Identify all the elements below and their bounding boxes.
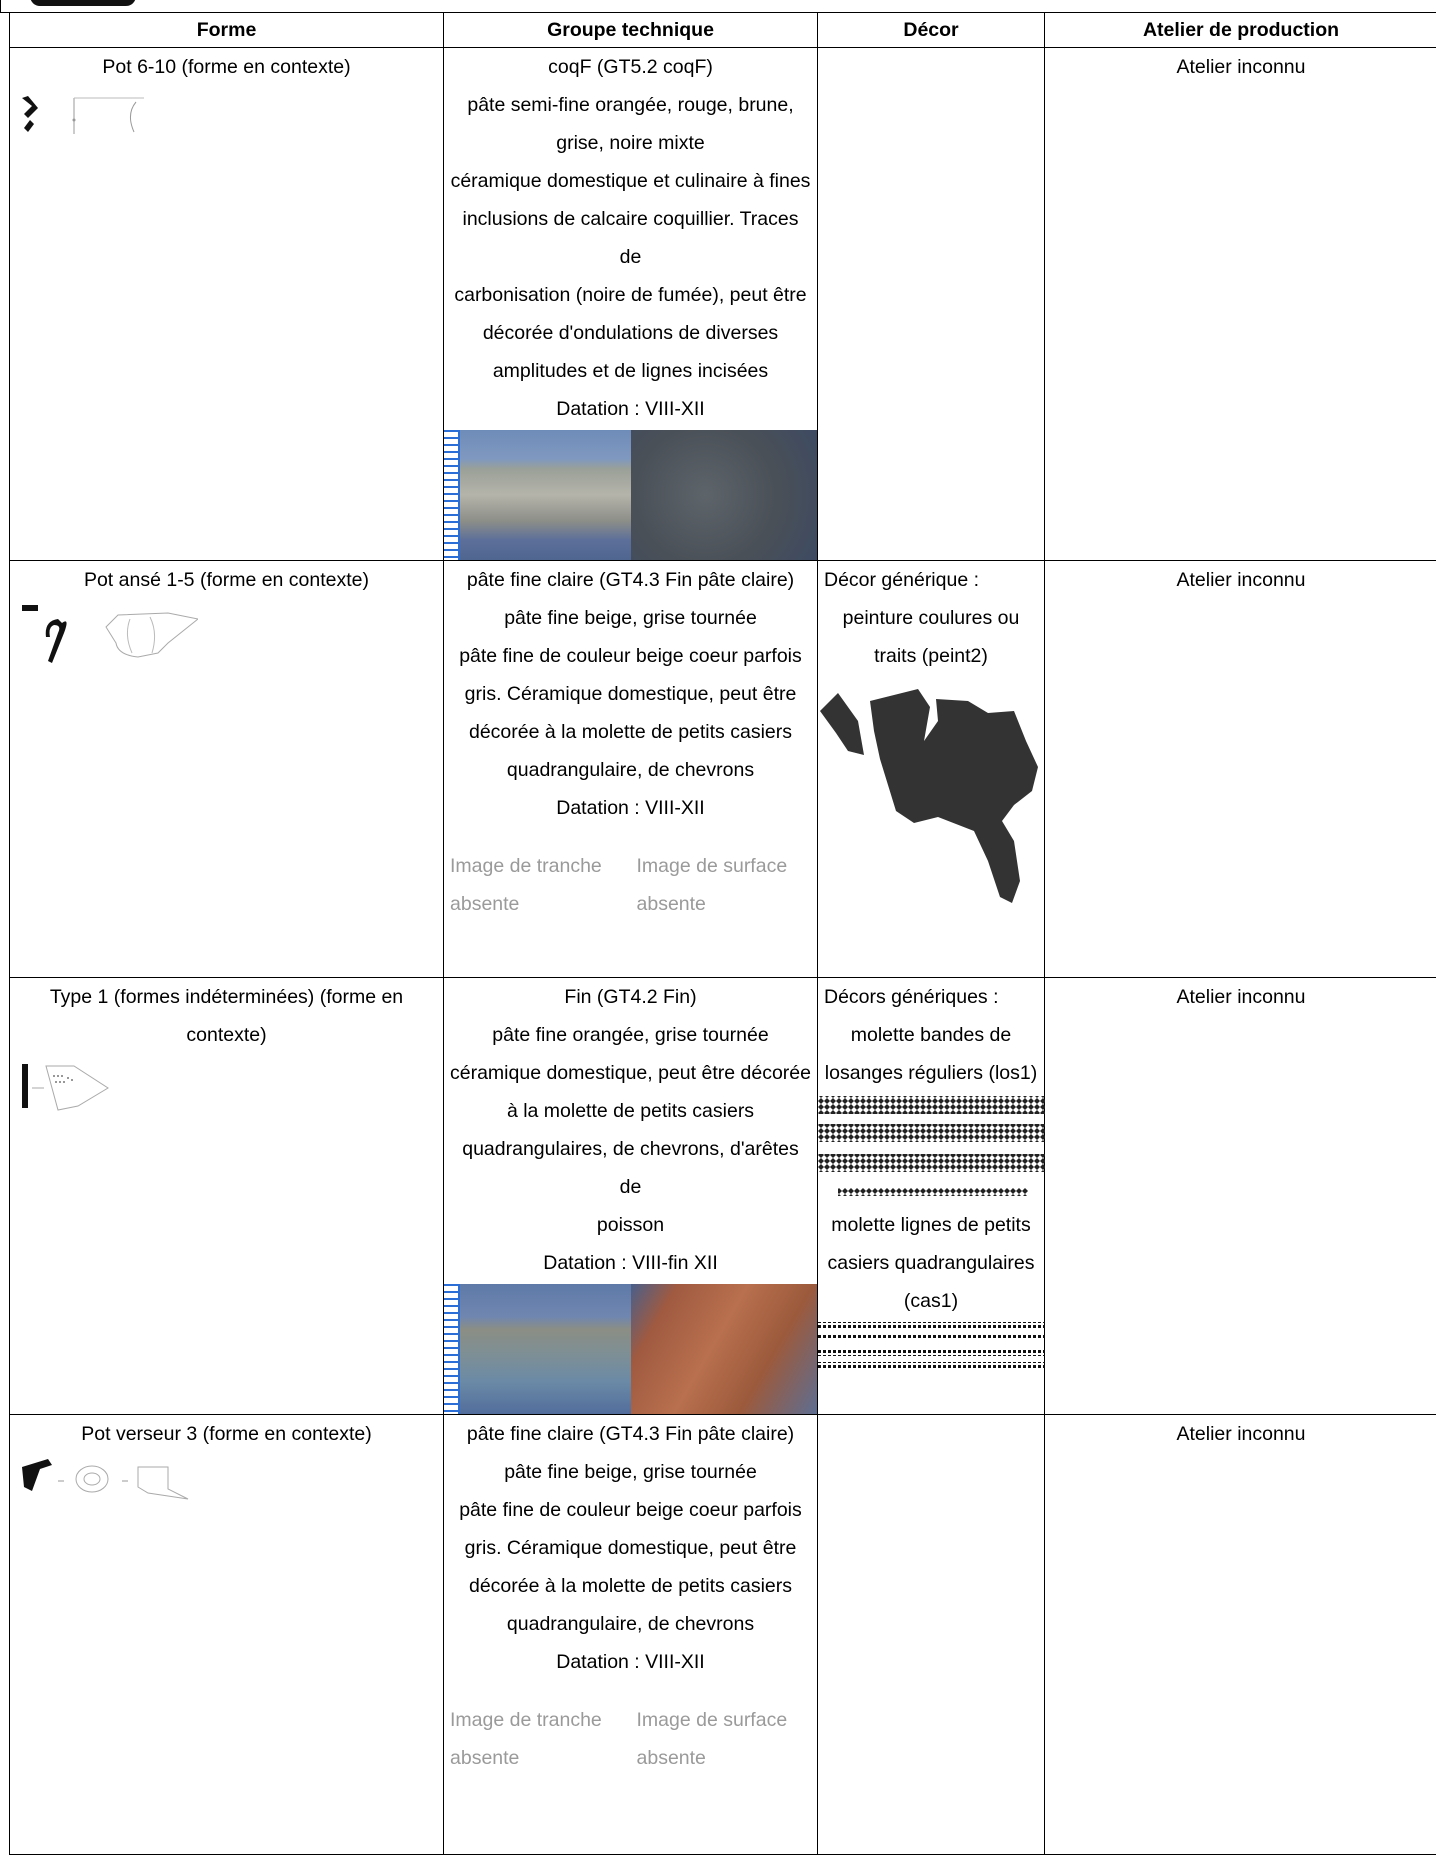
scale-ruler <box>444 1284 460 1414</box>
missing-images <box>444 1701 817 1781</box>
decor-line: (cas1) <box>818 1282 1044 1320</box>
groupe-line: pâte fine beige, grise tournée <box>444 1453 817 1491</box>
groupe-line: céramique domestique et culinaire à fines <box>444 162 817 200</box>
forme-label: Type 1 (formes indéterminées) (forme en <box>10 978 443 1016</box>
slice-photo <box>444 430 631 560</box>
table-header-row <box>10 13 1436 48</box>
table-row <box>10 1415 1436 1855</box>
missing-slice-image-text: Image de tranche absente <box>444 847 631 927</box>
top-border-line <box>0 0 1 12</box>
groupe-line: pâte fine orangée, grise tournée <box>444 1016 817 1054</box>
groupe-line: décorée à la molette de petits casiers <box>444 1567 817 1605</box>
scale-ruler <box>444 430 460 560</box>
atelier-label: Atelier inconnu <box>1045 978 1436 1016</box>
decor-line: losanges réguliers (los1) <box>818 1054 1044 1092</box>
decor-cell <box>818 978 1045 1415</box>
groupe-line: gris. Céramique domestique, peut être <box>444 1529 817 1567</box>
missing-images <box>444 847 817 927</box>
groupe-line: coqF (GT5.2 coqF) <box>444 48 817 86</box>
groupe-line: amplitudes et de lignes incisées <box>444 352 817 390</box>
decor-line: traits (peint2) <box>818 637 1044 675</box>
missing-slice-image-text: Image de tranche absente <box>444 1701 631 1781</box>
decor-cell <box>818 1415 1045 1855</box>
groupe-line: pâte fine claire (GT4.3 Fin pâte claire) <box>444 1415 817 1453</box>
groupe-line: grise, noire mixte <box>444 124 817 162</box>
datation: Datation : VIII-XII <box>444 1643 817 1681</box>
groupe-technique-cell <box>444 1415 818 1855</box>
atelier-label: Atelier inconnu <box>1045 48 1436 86</box>
missing-surface-image-text: Image de surface absente <box>631 847 818 927</box>
groupe-line: à la molette de petits casiers <box>444 1092 817 1130</box>
sherd-photos <box>444 1284 817 1414</box>
groupe-line: quadrangulaire, de chevrons <box>444 751 817 789</box>
forme-cell <box>10 978 444 1415</box>
datation: Datation : VIII-fin XII <box>444 1244 817 1282</box>
groupe-line: quadrangulaires, de chevrons, d'arêtes de <box>444 1130 817 1206</box>
atelier-label: Atelier inconnu <box>1045 1415 1436 1453</box>
pot-profile-drawing <box>18 1058 128 1118</box>
decor-line: peinture coulures ou <box>818 599 1044 637</box>
forme-cell <box>10 1415 444 1855</box>
lozenge-roulette-decor-image <box>818 1092 1045 1206</box>
decor-cell <box>818 48 1045 561</box>
groupe-line: inclusions de calcaire coquillier. Traces de <box>444 200 817 276</box>
forme-label: contexte) <box>10 1016 443 1054</box>
groupe-line: gris. Céramique domestique, peut être <box>444 675 817 713</box>
missing-surface-image-text: Image de surface absente <box>631 1701 818 1781</box>
groupe-line: pâte fine claire (GT4.3 Fin pâte claire) <box>444 561 817 599</box>
decor-line: casiers quadrangulaires <box>818 1244 1044 1282</box>
decor-title: Décors génériques : <box>818 978 1044 1016</box>
groupe-line: poisson <box>444 1206 817 1244</box>
atelier-cell <box>1045 1415 1436 1855</box>
decor-line: molette bandes de <box>818 1016 1044 1054</box>
groupe-line: pâte fine de couleur beige coeur parfois <box>444 637 817 675</box>
datation: Datation : VIII-XII <box>444 789 817 827</box>
groupe-line: quadrangulaire, de chevrons <box>444 1605 817 1643</box>
atelier-cell <box>1045 561 1436 978</box>
ceramics-table <box>9 12 1436 1855</box>
groupe-technique-cell <box>444 561 818 978</box>
decor-cell <box>818 561 1045 978</box>
decor-title: Décor générique : <box>818 561 1044 599</box>
decor-line: molette lignes de petits <box>818 1206 1044 1244</box>
previous-row-drawing-fragment <box>30 0 136 6</box>
slice-photo <box>444 1284 631 1414</box>
header-atelier: Atelier de production <box>1045 13 1436 48</box>
forme-cell <box>10 48 444 561</box>
pot-profile-drawing <box>18 603 198 673</box>
groupe-line: pâte fine beige, grise tournée <box>444 599 817 637</box>
painted-decor-image <box>818 681 1045 911</box>
groupe-technique-cell <box>444 978 818 1415</box>
atelier-cell <box>1045 978 1436 1415</box>
table-row <box>10 48 1436 561</box>
pot-profile-drawing <box>18 90 148 150</box>
sherd-photos <box>444 430 817 560</box>
atelier-cell <box>1045 48 1436 561</box>
groupe-line: pâte semi-fine orangée, rouge, brune, <box>444 86 817 124</box>
atelier-label: Atelier inconnu <box>1045 561 1436 599</box>
groupe-line: décorée d'ondulations de diverses <box>444 314 817 352</box>
table-row <box>10 561 1436 978</box>
surface-photo <box>631 430 818 560</box>
forme-cell <box>10 561 444 978</box>
table-row <box>10 978 1436 1415</box>
header-forme: Forme <box>10 13 444 48</box>
surface-photo <box>631 1284 818 1414</box>
groupe-line: Fin (GT4.2 Fin) <box>444 978 817 1016</box>
header-decor: Décor <box>818 13 1045 48</box>
forme-label: Pot ansé 1-5 (forme en contexte) <box>10 561 443 599</box>
forme-label: Pot verseur 3 (forme en contexte) <box>10 1415 443 1453</box>
groupe-line: céramique domestique, peut être décorée <box>444 1054 817 1092</box>
groupe-line: décorée à la molette de petits casiers <box>444 713 817 751</box>
square-roulette-decor-image <box>818 1320 1045 1382</box>
groupe-technique-cell <box>444 48 818 561</box>
groupe-line: pâte fine de couleur beige coeur parfois <box>444 1491 817 1529</box>
forme-label: Pot 6-10 (forme en contexte) <box>10 48 443 86</box>
pot-profile-drawing <box>18 1457 198 1517</box>
groupe-line: carbonisation (noire de fumée), peut être <box>444 276 817 314</box>
header-groupe-technique: Groupe technique <box>444 13 818 48</box>
datation: Datation : VIII-XII <box>444 390 817 428</box>
